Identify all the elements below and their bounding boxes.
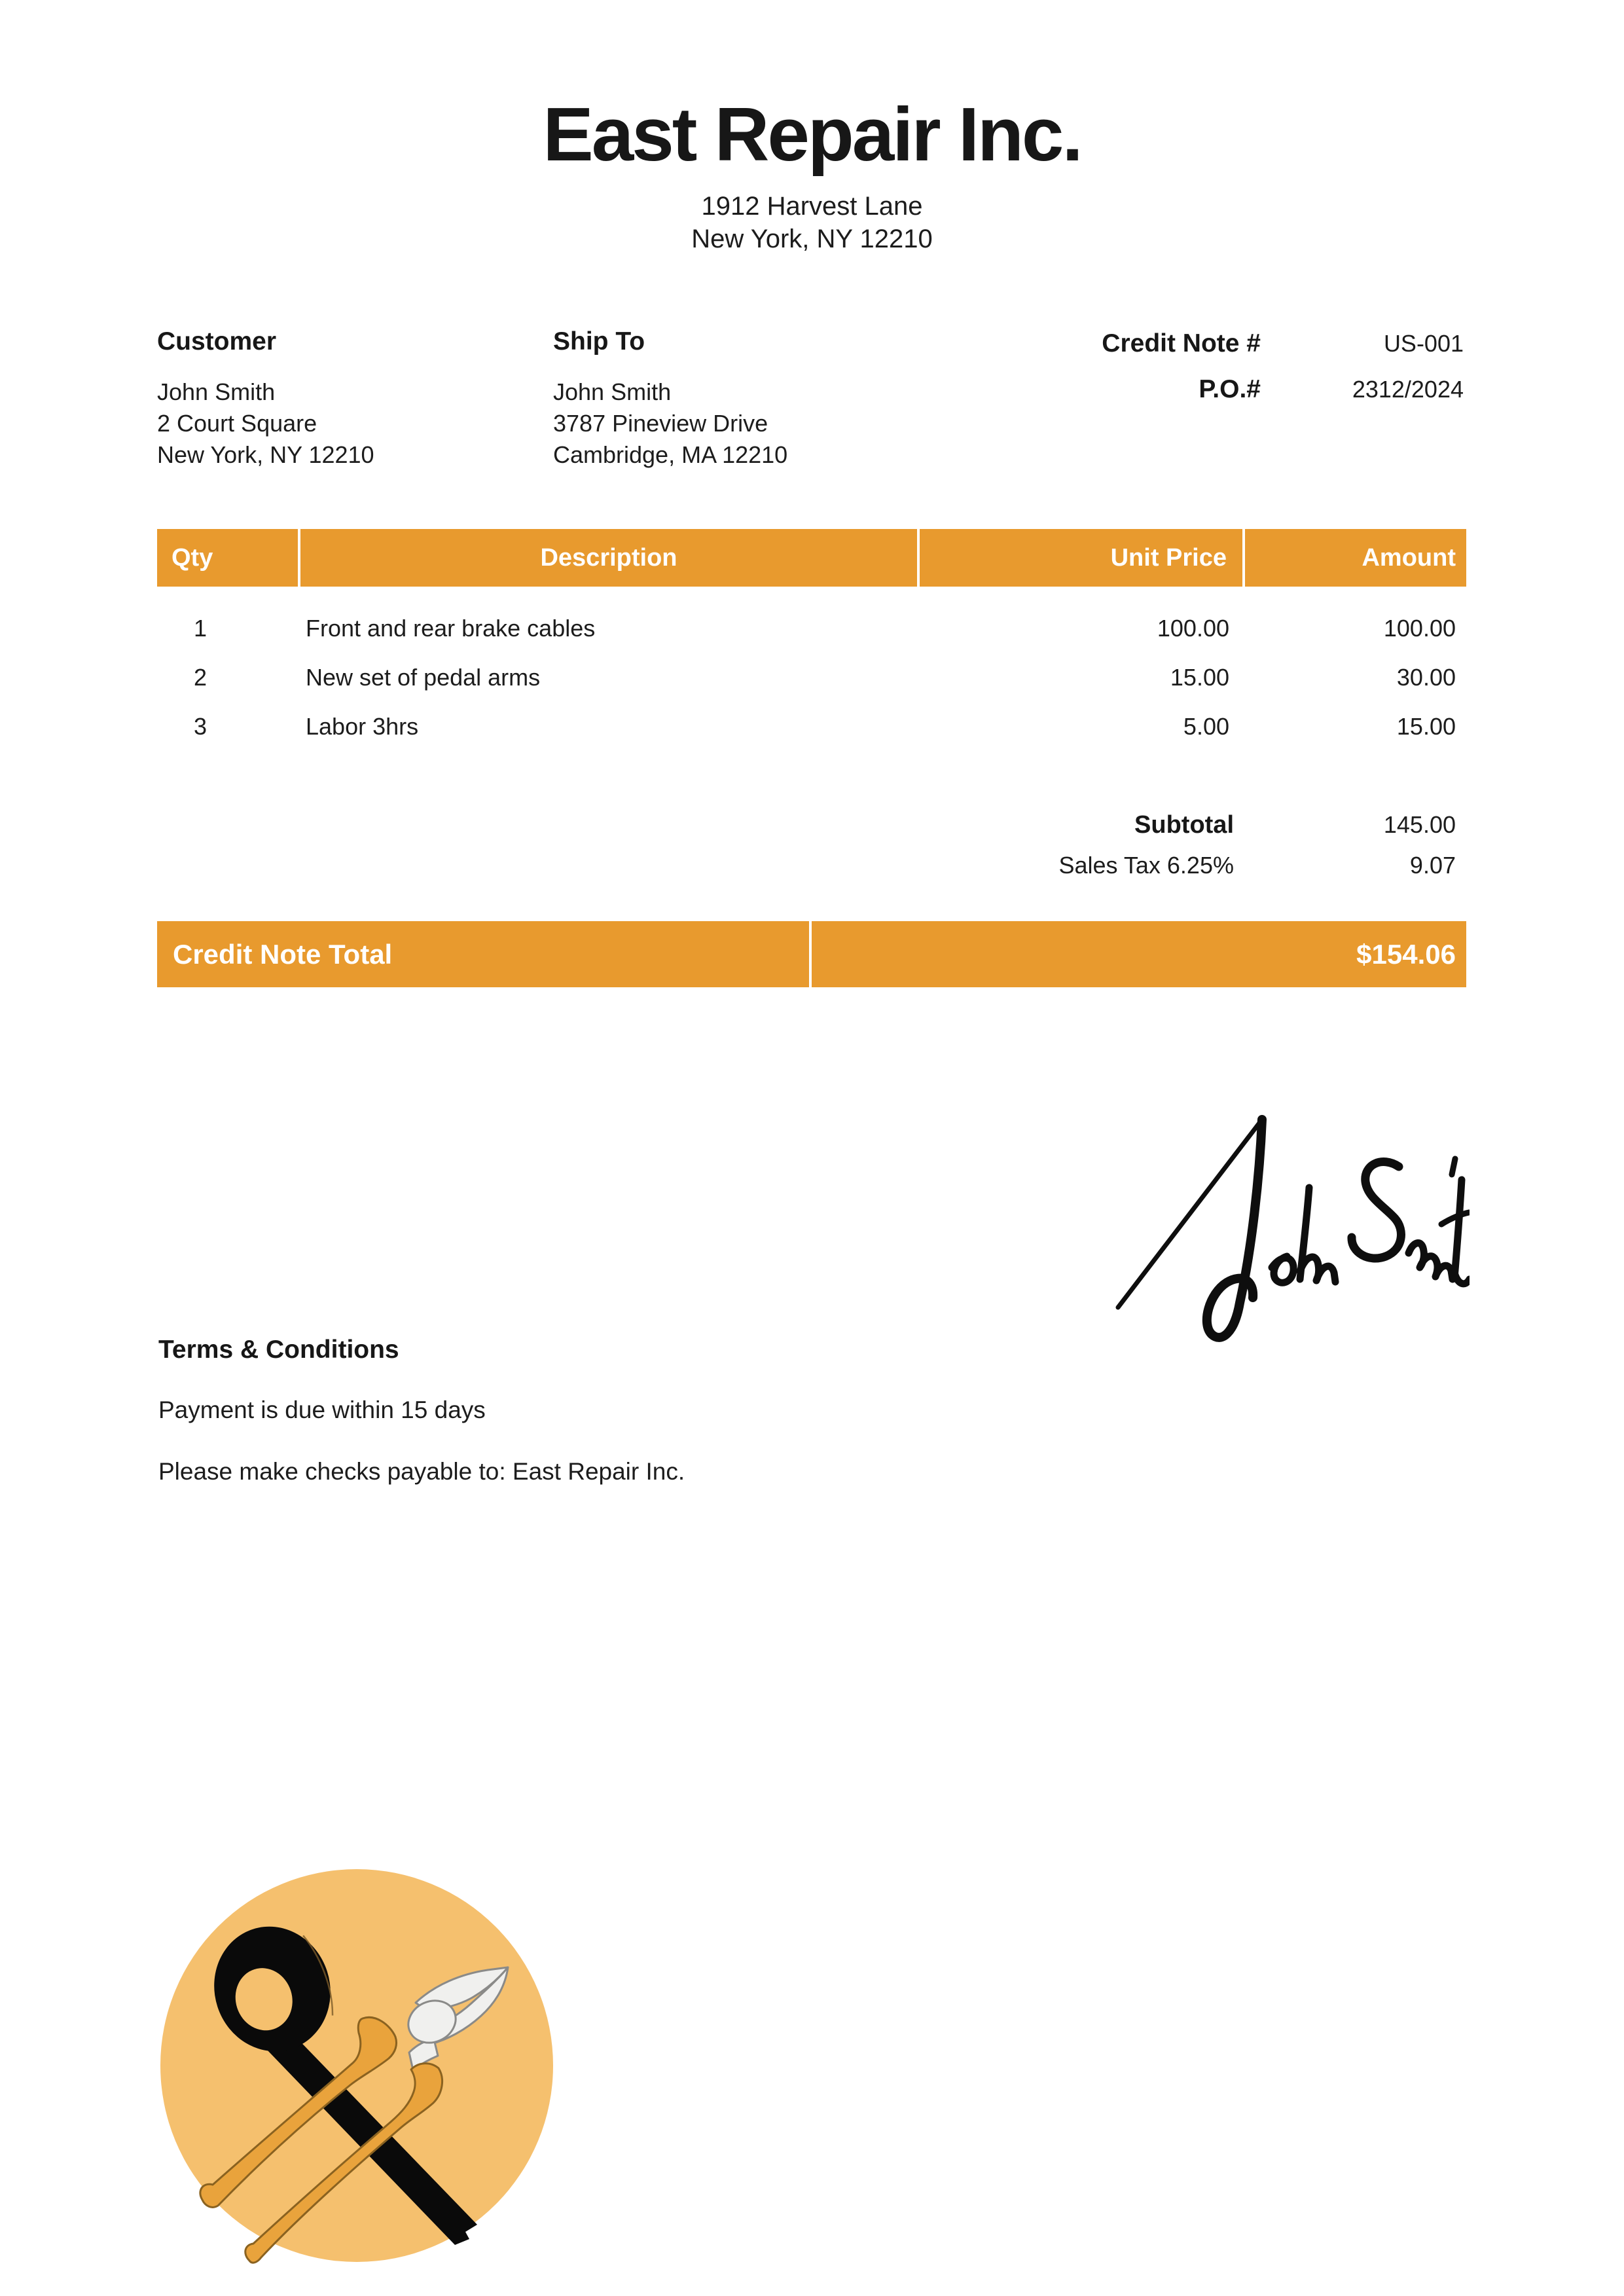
item-description: Front and rear brake cables [306,614,596,642]
customer-street: 2 Court Square [157,410,317,437]
item-qty: 3 [194,712,208,740]
terms-line-payment: Payment is due within 15 days [158,1396,486,1423]
item-description: New set of pedal arms [306,663,541,691]
po-number-value: 2312/2024 [1352,376,1464,403]
item-unit-price: 15.00 [1170,663,1229,691]
ship-to-heading: Ship To [553,327,645,355]
items-table-body [157,604,1466,751]
sales-tax-row [157,845,1466,886]
item-amount: 30.00 [1396,663,1456,691]
customer-name: John Smith [157,378,276,405]
credit-note-number-label: Credit Note # [1102,329,1261,357]
ship-to-city: Cambridge, MA 12210 [553,441,788,468]
credit-note-number-value: US-001 [1383,330,1464,357]
unit-price-column-header: Unit Price [920,529,1245,587]
company-address-line1: 1912 Harvest Lane [701,192,923,221]
terms-heading: Terms & Conditions [158,1336,399,1364]
terms-line-checks: Please make checks payable to: East Repair Inc. [158,1458,685,1485]
po-number-label: P.O.# [1199,375,1261,403]
company-name: East Repair Inc. [543,92,1081,177]
customer-city: New York, NY 12210 [157,441,374,468]
credit-note-number-row [812,329,1464,358]
sales-tax-label: Sales Tax 6.25% [1058,852,1234,879]
item-unit-price: 100.00 [1157,614,1229,642]
totals-section [157,805,1466,886]
customer-heading: Customer [157,327,277,355]
item-qty: 1 [194,614,208,642]
credit-note-total-value: $154.06 [812,921,1466,987]
tools-logo-icon [159,1868,555,2264]
description-column-header: Description [300,529,920,587]
signature-drawing [1113,1082,1470,1363]
subtotal-label: Subtotal [1134,811,1234,839]
ship-to-name: John Smith [553,378,672,405]
subtotal-value: 145.00 [1383,811,1456,838]
sales-tax-value: 9.07 [1409,852,1456,879]
po-number-row [812,375,1464,404]
ship-to-section [553,327,787,471]
items-table-header [157,529,1466,587]
item-qty: 2 [194,663,208,691]
qty-column-header: Qty [157,529,300,587]
company-address [0,190,1624,255]
table-row [157,604,1466,653]
item-description: Labor 3hrs [306,712,419,740]
credit-note-total-label: Credit Note Total [157,921,812,987]
customer-section [157,327,374,471]
document-meta [812,329,1464,421]
items-table [157,529,1466,751]
ship-to-street: 3787 Pineview Drive [553,410,768,437]
subtotal-row [157,805,1466,845]
amount-column-header: Amount [1245,529,1466,587]
signature-john-smith [1113,1082,1470,1363]
item-amount: 15.00 [1396,712,1456,740]
credit-note-total-bar [157,921,1466,987]
table-row [157,653,1466,702]
table-row [157,702,1466,751]
company-logo [159,1868,555,2264]
company-address-line2: New York, NY 12210 [691,225,933,253]
item-amount: 100.00 [1383,614,1456,642]
item-unit-price: 5.00 [1183,712,1229,740]
